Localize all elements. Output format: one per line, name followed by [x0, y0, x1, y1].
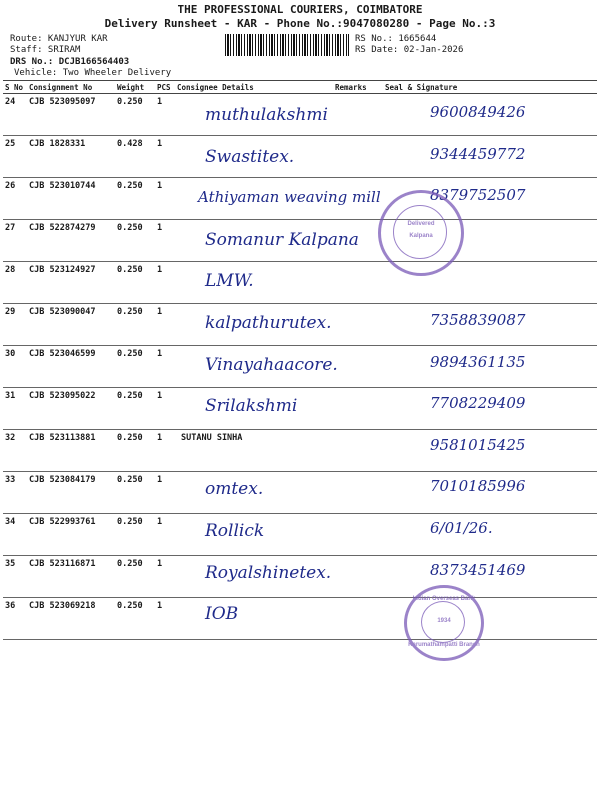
sno-cell: 26 — [3, 178, 27, 220]
weight-cell: 0.250 — [115, 472, 155, 514]
sno-cell: 36 — [3, 598, 27, 640]
remarks-cell — [333, 556, 383, 598]
stamp-line: Kalpana — [409, 233, 433, 239]
weight-cell: 0.250 — [115, 556, 155, 598]
handwritten-consignee: Rollick — [205, 521, 265, 541]
sno-cell: 30 — [3, 346, 27, 388]
handwritten-consignee: omtex. — [205, 479, 264, 500]
staff-label: Staff: SRIRAM — [10, 45, 81, 55]
consignment-cell: CJB 522993761 — [27, 514, 115, 556]
weight-cell: 0.428 — [115, 136, 155, 178]
handwritten-signature: 9894361135 — [430, 352, 526, 371]
sno-cell: 34 — [3, 514, 27, 556]
consignment-cell: CJB 523095022 — [27, 388, 115, 430]
pcs-cell: 1 — [155, 94, 175, 136]
table-header — [3, 81, 597, 94]
handwritten-consignee: Srilakshmi — [205, 396, 298, 417]
consignee-cell — [175, 598, 333, 640]
col-consignee: Consignee Details — [175, 81, 333, 94]
remarks-cell — [333, 262, 383, 304]
remarks-cell — [333, 136, 383, 178]
consignment-cell: CJB 523069218 — [27, 598, 115, 640]
table-row — [3, 262, 597, 304]
runsheet-subtitle: Delivery Runsheet - KAR - Phone No.:9047080280 - Page No.:3 — [104, 17, 496, 30]
consignment-cell: CJB 523124927 — [27, 262, 115, 304]
handwritten-consignee: kalpathurutex. — [205, 313, 332, 333]
pcs-cell: 1 — [155, 262, 175, 304]
handwritten-consignee: Royalshinetex. — [205, 562, 332, 583]
delivery-stamp — [378, 190, 464, 276]
sno-cell: 29 — [3, 304, 27, 346]
consignment-cell: CJB 523113881 — [27, 430, 115, 472]
col-pcs: PCS — [155, 81, 175, 94]
consignment-cell: CJB 522874279 — [27, 220, 115, 262]
weight-cell: 0.250 — [115, 346, 155, 388]
weight-cell: 0.250 — [115, 220, 155, 262]
pcs-cell: 1 — [155, 430, 175, 472]
sno-cell: 25 — [3, 136, 27, 178]
handwritten-signature: 7010185996 — [430, 477, 526, 496]
pcs-cell: 1 — [155, 178, 175, 220]
barcode — [225, 34, 349, 56]
handwritten-signature: 7708229409 — [430, 394, 526, 413]
consignment-cell: CJB 523084179 — [27, 472, 115, 514]
handwritten-consignee: Somanur Kalpana — [205, 229, 359, 250]
weight-cell: 0.250 — [115, 598, 155, 640]
sno-cell: 35 — [3, 556, 27, 598]
remarks-cell — [333, 304, 383, 346]
weight-cell: 0.250 — [115, 178, 155, 220]
pcs-cell: 1 — [155, 220, 175, 262]
weight-cell: 0.250 — [115, 262, 155, 304]
pcs-cell: 1 — [155, 514, 175, 556]
handwritten-consignee: LMW. — [205, 271, 254, 292]
sno-cell: 33 — [3, 472, 27, 514]
col-consignment: Consignment No — [27, 81, 115, 94]
sno-cell: 32 — [3, 430, 27, 472]
remarks-cell — [333, 94, 383, 136]
pcs-cell: 1 — [155, 346, 175, 388]
pcs-cell: 1 — [155, 472, 175, 514]
route-label: Route: KANJYUR KAR — [10, 34, 108, 44]
weight-cell: 0.250 — [115, 94, 155, 136]
remarks-cell — [333, 514, 383, 556]
col-weight: Weight — [115, 81, 155, 94]
remarks-cell — [333, 388, 383, 430]
weight-cell: 0.250 — [115, 430, 155, 472]
col-remarks: Remarks — [333, 81, 383, 94]
vehicle-label: Vehicle: Two Wheeler Delivery — [14, 68, 172, 78]
consignment-cell: CJB 523010744 — [27, 178, 115, 220]
stamp-line: 1934 — [437, 618, 451, 624]
pcs-cell: 1 — [155, 388, 175, 430]
pcs-cell: 1 — [155, 304, 175, 346]
handwritten-signature: 8379752507 — [430, 186, 526, 205]
handwritten-signature: 8373451469 — [430, 560, 526, 579]
company-title: THE PROFESSIONAL COURIERS, COIMBATORE — [177, 3, 423, 16]
stamp-line: Karumathampatti Branch — [408, 642, 480, 648]
consignment-cell: CJB 1828331 — [27, 136, 115, 178]
rs-number: RS No.: 1665644 — [355, 34, 437, 44]
col-sno: S No — [3, 81, 27, 94]
weight-cell: 0.250 — [115, 514, 155, 556]
handwritten-signature: 9600849426 — [430, 103, 526, 121]
table-row — [3, 598, 597, 640]
pcs-cell: 1 — [155, 556, 175, 598]
handwritten-signature: 7358839087 — [430, 311, 526, 329]
consignment-cell: CJB 523116871 — [27, 556, 115, 598]
handwritten-signature: 6/01/26. — [430, 519, 493, 537]
remarks-cell — [333, 598, 383, 640]
handwritten-signature: 9344459772 — [430, 144, 526, 163]
handwritten-consignee: Athiyaman weaving mill — [198, 188, 381, 207]
stamp-line: Indian Overseas Bank — [412, 596, 476, 602]
handwritten-consignee: muthulakshmi — [205, 105, 328, 125]
consignee-cell: SUTANU SINHA — [175, 430, 333, 472]
sno-cell: 28 — [3, 262, 27, 304]
col-seal-signature: Seal & Signature — [383, 81, 597, 94]
handwritten-consignee: Swastitex. — [205, 146, 295, 167]
handwritten-consignee: Vinayahaacore. — [205, 354, 338, 375]
sno-cell: 27 — [3, 220, 27, 262]
bank-stamp — [404, 585, 484, 661]
weight-cell: 0.250 — [115, 388, 155, 430]
remarks-cell — [333, 346, 383, 388]
consignment-cell: CJB 523090047 — [27, 304, 115, 346]
remarks-cell — [333, 430, 383, 472]
sno-cell: 24 — [3, 94, 27, 136]
weight-cell: 0.250 — [115, 304, 155, 346]
remarks-cell — [333, 472, 383, 514]
consignment-cell: CJB 523095097 — [27, 94, 115, 136]
handwritten-signature: 9581015425 — [430, 435, 526, 454]
pcs-cell: 1 — [155, 598, 175, 640]
pcs-cell: 1 — [155, 136, 175, 178]
stamp-line: Delivered — [407, 221, 435, 227]
rs-date: RS Date: 02-Jan-2026 — [355, 45, 464, 55]
table-row — [3, 514, 597, 556]
consignee-cell — [175, 262, 333, 304]
handwritten-consignee: IOB — [205, 604, 239, 625]
consignment-cell: CJB 523046599 — [27, 346, 115, 388]
sno-cell: 31 — [3, 388, 27, 430]
drs-label: DRS No.: DCJB166564403 — [10, 57, 130, 67]
